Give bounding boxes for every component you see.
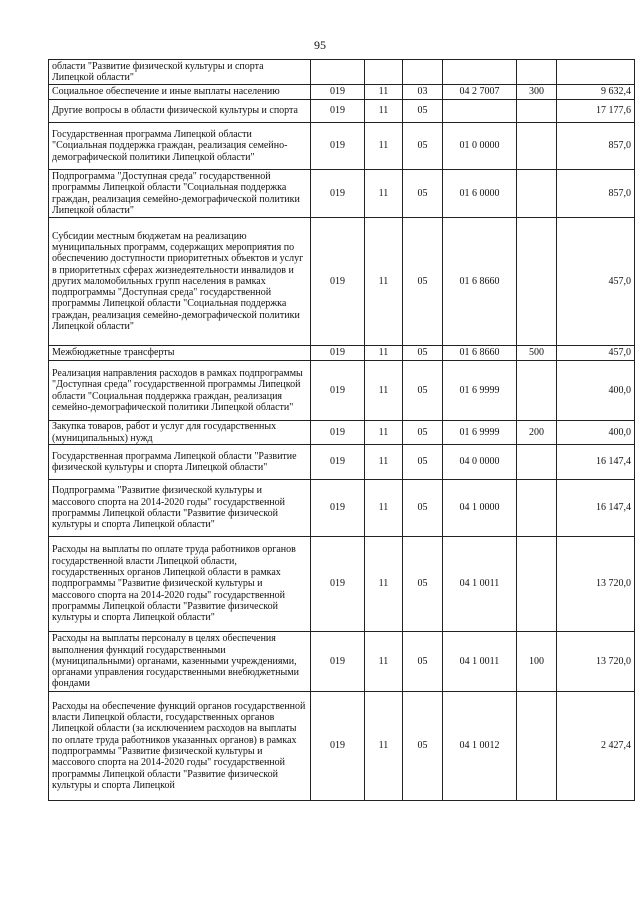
row-ministry-code (311, 60, 365, 85)
row-amount: 2 427,4 (557, 692, 635, 801)
row-name: Субсидии местным бюджетам на реализацию муниципальных программ, содержащих мероприятия по обеспечению доступности приоритетных объектов и услуг в приоритетных сферах жизнедеятельности инвалидов и других маломобильных групп населения в рамках подпрограммы "Доступная среда" государственной программы Липецкой области "Социальная поддержка граждан, реализация семейно-демографической политики Липецкой области" (49, 218, 311, 346)
row-section: 11 (365, 445, 403, 480)
row-ministry-code: 019 (311, 123, 365, 170)
row-target-code: 04 1 0011 (443, 537, 517, 632)
row-section: 11 (365, 123, 403, 170)
row-section: 11 (365, 537, 403, 632)
row-subsection: 05 (403, 445, 443, 480)
table-row (49, 218, 635, 346)
row-target-code: 01 6 9999 (443, 361, 517, 421)
row-subsection: 05 (403, 218, 443, 346)
row-name: Реализация направления расходов в рамках подпрограммы "Доступная среда" государственной программы Липецкой области "Социальная поддержка граждан, реализация семейно-демографической политики Липецкой области" (49, 361, 311, 421)
row-name: Государственная программа Липецкой области "Социальная поддержка граждан, реализация семейно-демографической политики Липецкой области" (49, 123, 311, 170)
row-amount: 857,0 (557, 170, 635, 218)
page-number: 95 (314, 38, 326, 52)
row-section: 11 (365, 85, 403, 100)
row-expense-type (517, 60, 557, 85)
row-target-code: 01 6 9999 (443, 421, 517, 445)
row-amount: 857,0 (557, 123, 635, 170)
row-amount: 457,0 (557, 346, 635, 361)
row-section: 11 (365, 421, 403, 445)
row-expense-type: 500 (517, 346, 557, 361)
row-target-code (443, 100, 517, 123)
row-subsection (403, 60, 443, 85)
row-subsection: 05 (403, 692, 443, 801)
row-target-code: 04 2 7007 (443, 85, 517, 100)
row-amount: 13 720,0 (557, 537, 635, 632)
row-subsection: 05 (403, 421, 443, 445)
row-target-code: 01 6 8660 (443, 218, 517, 346)
row-amount: 13 720,0 (557, 632, 635, 692)
row-amount (557, 60, 635, 85)
row-expense-type (517, 218, 557, 346)
table-row (49, 361, 635, 421)
table-row (49, 692, 635, 801)
row-subsection: 05 (403, 346, 443, 361)
table-row (49, 60, 635, 85)
row-subsection: 03 (403, 85, 443, 100)
row-ministry-code: 019 (311, 537, 365, 632)
row-subsection: 05 (403, 537, 443, 632)
row-subsection: 05 (403, 100, 443, 123)
row-expense-type: 100 (517, 632, 557, 692)
row-target-code: 04 1 0012 (443, 692, 517, 801)
row-expense-type (517, 100, 557, 123)
row-ministry-code: 019 (311, 421, 365, 445)
row-ministry-code: 019 (311, 361, 365, 421)
row-ministry-code: 019 (311, 480, 365, 537)
row-name: Межбюджетные трансферты (49, 346, 311, 361)
row-ministry-code: 019 (311, 100, 365, 123)
table-row (49, 85, 635, 100)
row-subsection: 05 (403, 123, 443, 170)
table-row (49, 346, 635, 361)
row-target-code: 04 0 0000 (443, 445, 517, 480)
row-section: 11 (365, 632, 403, 692)
row-name: Другие вопросы в области физической культуры и спорта (49, 100, 311, 123)
row-ministry-code: 019 (311, 218, 365, 346)
budget-table (48, 59, 635, 801)
row-subsection: 05 (403, 632, 443, 692)
row-ministry-code: 019 (311, 632, 365, 692)
row-target-code: 04 1 0011 (443, 632, 517, 692)
row-expense-type (517, 692, 557, 801)
row-expense-type (517, 123, 557, 170)
row-name: Расходы на выплаты по оплате труда работников органов государственной власти Липецкой области, государственных органов Липецкой области в рамках подпрограммы "Развитие физической культуры и массового спорта на 2014-2020 годы" государственной программы Липецкой области "Развитие физической культуры и спорта Липецкой области" (49, 537, 311, 632)
row-expense-type (517, 170, 557, 218)
row-section: 11 (365, 218, 403, 346)
row-name: Подпрограмма "Доступная среда" государственной программы Липецкой области "Социальная поддержка граждан, реализация семейно-демографической политики Липецкой области" (49, 170, 311, 218)
row-ministry-code: 019 (311, 346, 365, 361)
row-amount: 16 147,4 (557, 480, 635, 537)
row-target-code: 01 6 0000 (443, 170, 517, 218)
row-name: Подпрограмма "Развитие физической культуры и массового спорта на 2014-2020 годы" государственной программы Липецкой области "Развитие физической культуры и спорта Липецкой области" (49, 480, 311, 537)
row-target-code: 04 1 0000 (443, 480, 517, 537)
table-row (49, 445, 635, 480)
row-ministry-code: 019 (311, 692, 365, 801)
row-name: Расходы на выплаты персоналу в целях обеспечения выполнения функций государственными (муниципальными) органами, казенными учреждениями, органами управления государственными внебюджетными фондами (49, 632, 311, 692)
row-ministry-code: 019 (311, 170, 365, 218)
row-subsection: 05 (403, 480, 443, 537)
row-ministry-code: 019 (311, 445, 365, 480)
row-expense-type (517, 445, 557, 480)
row-name: области "Развитие физической культуры и спорта Липецкой области" (49, 60, 311, 85)
row-target-code: 01 0 0000 (443, 123, 517, 170)
row-section: 11 (365, 100, 403, 123)
row-amount: 17 177,6 (557, 100, 635, 123)
row-amount: 457,0 (557, 218, 635, 346)
row-name: Социальное обеспечение и иные выплаты населению (49, 85, 311, 100)
row-section: 11 (365, 346, 403, 361)
row-amount: 400,0 (557, 361, 635, 421)
row-section: 11 (365, 361, 403, 421)
row-section (365, 60, 403, 85)
row-subsection: 05 (403, 170, 443, 218)
table-row (49, 537, 635, 632)
row-expense-type: 300 (517, 85, 557, 100)
row-ministry-code: 019 (311, 85, 365, 100)
row-section: 11 (365, 692, 403, 801)
table-row (49, 170, 635, 218)
table-row (49, 100, 635, 123)
row-section: 11 (365, 480, 403, 537)
row-subsection: 05 (403, 361, 443, 421)
row-name: Расходы на обеспечение функций органов государственной власти Липецкой области, государственных органов Липецкой области (за исключением расходов на выплаты по оплате труда работников указанных органов) в рамках подпрограммы "Развитие физической культуры и массового спорта на 2014-2020 годы" государственной программы Липецкой области "Развитие физической культуры и спорта Липецкой (49, 692, 311, 801)
row-name: Закупка товаров, работ и услуг для государственных (муниципальных) нужд (49, 421, 311, 445)
row-amount: 400,0 (557, 421, 635, 445)
table-row (49, 123, 635, 170)
row-target-code: 01 6 8660 (443, 346, 517, 361)
row-target-code (443, 60, 517, 85)
row-expense-type (517, 537, 557, 632)
row-name: Государственная программа Липецкой области "Развитие физической культуры и спорта Липецкой области" (49, 445, 311, 480)
row-amount: 16 147,4 (557, 445, 635, 480)
row-expense-type (517, 480, 557, 537)
table-row (49, 421, 635, 445)
table-row (49, 480, 635, 537)
row-amount: 9 632,4 (557, 85, 635, 100)
row-expense-type (517, 361, 557, 421)
row-expense-type: 200 (517, 421, 557, 445)
table-row (49, 632, 635, 692)
row-section: 11 (365, 170, 403, 218)
